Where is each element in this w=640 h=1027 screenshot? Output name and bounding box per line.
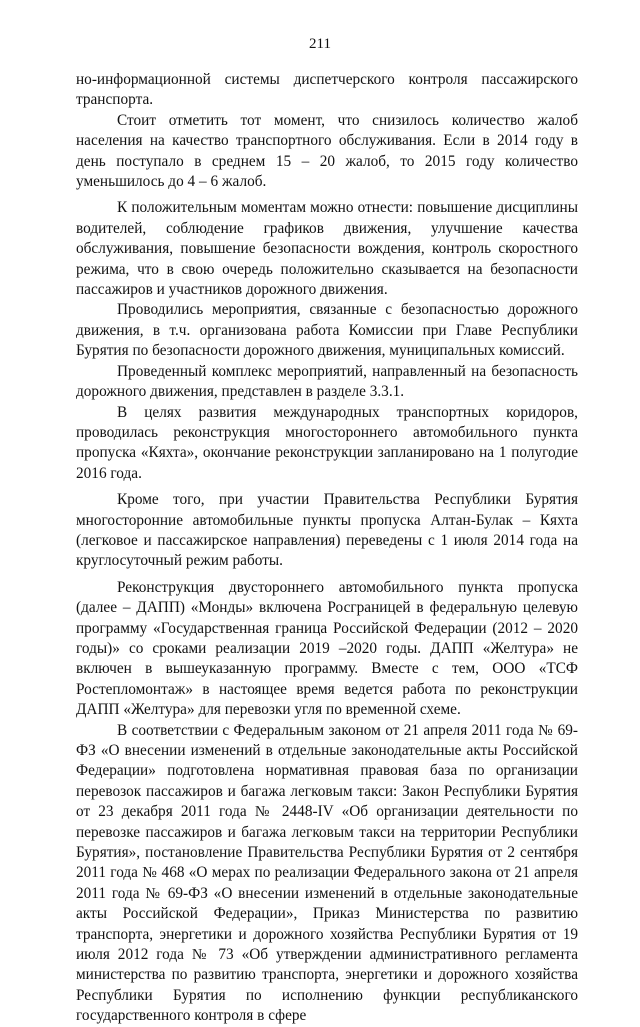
paragraph-7: Кроме того, при участии Правительства Республики Бурятия многосторонние автомобильные пункты пропуска Алтан-Булак – Кяхта (легковое и пассажирское направления) переведены с 1 июля 2014 года на круглосуточный режим работы.	[76, 491, 578, 570]
body-text	[76, 70, 578, 1027]
paragraph-5: Проведенный комплекс мероприятий, направленный на безопасность дорожного движения, представлен в разделе 3.3.1.	[76, 362, 578, 401]
paragraph-3: К положительным моментам можно отнести: повышение дисциплины водителей, соблюдение графиков движения, улучшение качества обслуживания, повышение безопасности вождения, контроль скоростного режима, что в свою очередь положительно сказывается на безопасности пассажиров и участников дорожного движения.	[76, 199, 578, 299]
page-number: 211	[309, 36, 331, 52]
paragraph-4: Проводились мероприятия, связанные с безопасностью дорожного движения, в т.ч. организована работа Комиссии при Главе Республики Бурятия по безопасности дорожного движения, муниципальных комиссий.	[76, 301, 578, 360]
paragraph-6: В целях развития международных транспортных коридоров, проводилась реконструкция многостороннего автомобильного пункта пропуска «Кяхта», окончание реконструкции запланировано на 1 полугодие 2016 года.	[76, 403, 578, 482]
paragraph-9: В соответствии с Федеральным законом от 21 апреля 2011 года № 69-ФЗ «О внесении изменений в отдельные законодательные акты Российской Федерации» подготовлена нормативная правовая база по организации перевозок пассажиров и багажа легковым такси: Закон Республики Бурятия от 23 декабря 2011 года № 2448-IV «Об организации деятельности по перевозке пассажиров и багажа легковым такси на территории Республики Бурятия», постановление Правительства Республики Бурятия от 2 сентября 2011 года № 468 «О мерах по реализации Федерального закона от 21 апреля 2011 года № 69-ФЗ «О внесении изменений в отдельные законодательные акты Российской Федерации», Приказ Министерства по развитию транспорта, энергетики и дорожного хозяйства Республики Бурятия от 19 июля 2012 года № 73 «Об утверждении административного регламента министерства по развитию транспорта, энергетики и дорожного хозяйства Республики Бурятия по исполнению функции республиканского государственного контроля в сфере	[76, 721, 578, 1025]
paragraph-8: Реконструкция двустороннего автомобильного пункта пропуска (далее – ДАПП) «Монды» включена Росграницей в федеральную целевую программу «Государственная граница Российской Федерации (2012 – 2020 годы)» со сроками реализации 2019 –2020 годы. ДАПП «Желтура» не включен в вышеуказанную программу. Вместе с тем, ООО «ТСФ Ростепломонтаж» в настоящее время ведется работа по реконструкции ДАПП «Желтура» для перевозки угля по временной схеме.	[76, 578, 578, 719]
paragraph-1: но-информационной системы диспетчерского контроля пассажирского транспорта.	[76, 71, 578, 109]
paragraph-2: Стоит отметить тот момент, что снизилось количество жалоб населения на качество транспортного обслуживания. Если в 2014 году в день поступало в среднем 15 – 20 жалоб, то 2015 году количество уменьшилось до 4 – 6 жалоб.	[76, 111, 578, 191]
